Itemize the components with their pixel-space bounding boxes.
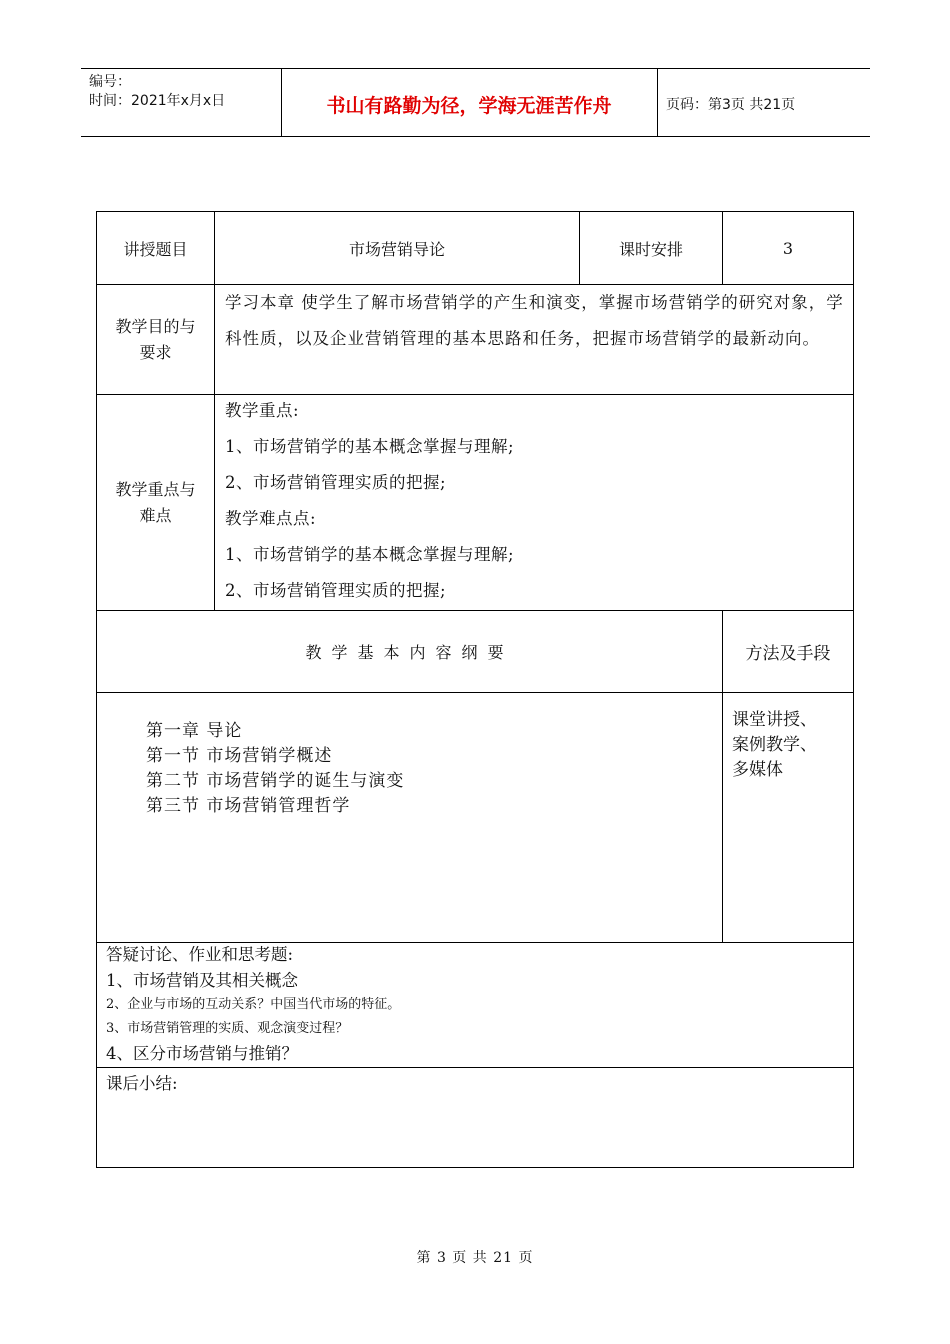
discussion-item: 4、区分市场营销与推销？	[106, 1044, 298, 1063]
discussion-heading: 答疑讨论、作业和思考题:	[106, 945, 294, 964]
method-item: 多媒体	[732, 760, 783, 780]
doc-number-label: 编号：	[89, 74, 131, 90]
row-divider	[96, 942, 854, 943]
course-title-label: 讲授题目	[123, 239, 188, 259]
list-item: 1、市场营销学的基本概念掌握与理解;	[225, 437, 515, 456]
hours-value: 3	[782, 238, 794, 258]
method-item: 课堂讲授、	[732, 710, 817, 730]
content-heading: 教学基本内容纲要	[305, 643, 514, 662]
table-border	[96, 1167, 854, 1168]
table-border	[853, 211, 854, 1168]
content-outline	[146, 719, 706, 919]
outline-item: 第一节 市场营销学概述	[146, 746, 333, 766]
list-item: 教学重点:	[225, 401, 300, 420]
list-item: 2、市场营销管理实质的把握;	[225, 473, 447, 492]
outline-item: 第三节 市场营销管理哲学	[146, 796, 351, 816]
course-title-value: 市场营销导论	[348, 239, 445, 259]
header-divider	[657, 69, 658, 136]
objectives-label-line: 要求	[139, 342, 172, 362]
lesson-plan-table	[96, 211, 854, 1168]
discussion-item: 2、企业与市场的互动关系？中国当代市场的特征。	[106, 997, 401, 1012]
row-divider	[96, 1067, 854, 1068]
outline-item: 第二节 市场营销学的诞生与演变	[146, 771, 405, 791]
key-points-label-line: 教学重点与	[115, 479, 196, 499]
method-list	[732, 708, 850, 808]
method-heading: 方法及手段	[745, 644, 831, 664]
method-item: 案例教学、	[732, 735, 817, 755]
header-page-info: 页码：第3页 共21页	[666, 97, 796, 113]
objectives-label-line: 教学目的与	[115, 316, 196, 336]
list-item: 1、市场营销学的基本概念掌握与理解;	[225, 545, 515, 564]
discussion-item: 1、市场营销及其相关概念	[106, 971, 298, 990]
objectives-label	[97, 285, 214, 394]
key-points-list	[225, 393, 845, 609]
list-item: 教学难点点:	[225, 509, 317, 528]
key-points-label-line: 难点	[139, 505, 172, 525]
page-header	[81, 68, 870, 137]
list-item: 2、市场营销管理实质的把握;	[225, 581, 447, 600]
objectives-text: 学习本章 使学生了解市场营销学的产生和演变，掌握市场营销学的研究对象，学科性质，以及企业营销管理的基本思路和任务，把握市场营销学的最新动向。	[225, 293, 844, 348]
hours-label: 课时安排	[618, 239, 683, 259]
row-divider	[96, 692, 854, 693]
discussion-item: 3、市场营销管理的实质、观念演变过程？	[106, 1021, 349, 1036]
key-points-label	[97, 395, 214, 610]
outline-item: 第一章 导论	[146, 721, 243, 741]
discussion-section	[106, 945, 846, 1065]
summary-heading: 课后小结:	[106, 1074, 178, 1093]
header-motto: 书山有路勤为径，学海无涯苦作舟	[326, 95, 612, 117]
doc-date-label: 时间：2021年x月x日	[89, 93, 226, 109]
page-footer: 第 3 页 共 21 页	[416, 1250, 534, 1266]
header-meta	[89, 73, 225, 111]
